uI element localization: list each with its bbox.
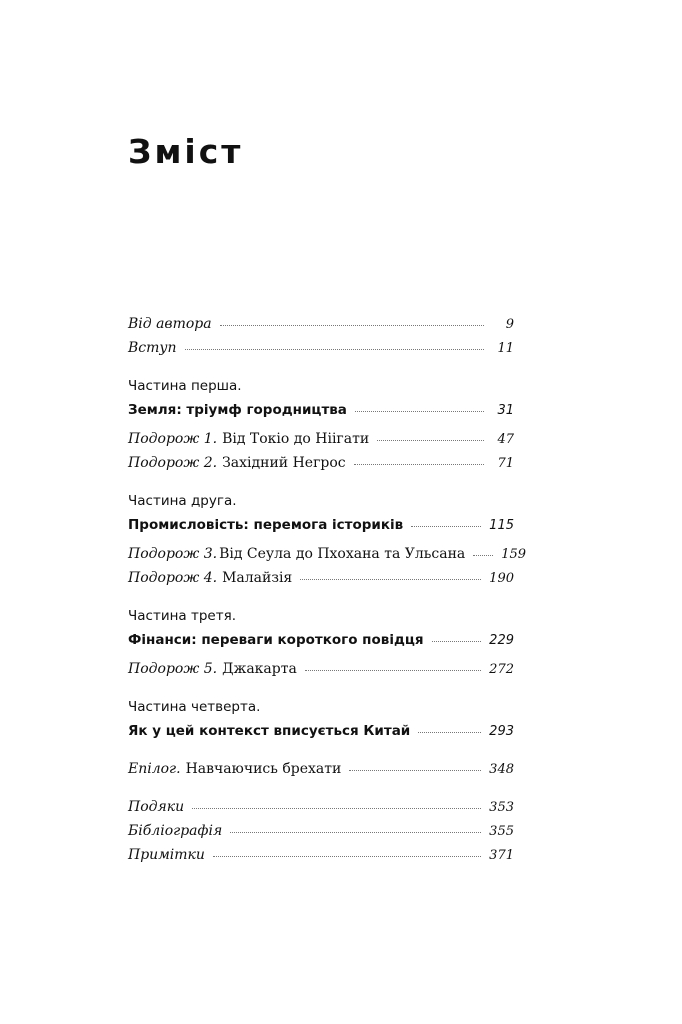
dot-leader <box>349 760 481 771</box>
toc-entry-title: Земля: тріумф городництва <box>128 402 347 418</box>
toc-entry-page: 229 <box>489 633 514 648</box>
toc-entry-prefix: Подорож 5. <box>128 661 218 677</box>
dot-leader <box>411 516 481 527</box>
part-label: Частина перша. <box>128 378 242 394</box>
toc-entry-page: 371 <box>489 848 514 863</box>
toc-entry-title: Бібліографія <box>128 823 223 839</box>
toc-entry-title: Навчаючись брехати <box>185 761 342 777</box>
toc-entry-page: 115 <box>489 518 514 533</box>
toc-entry-prefix: Епілог. <box>128 761 181 777</box>
toc-entry-title: Західний Негрос <box>222 455 346 471</box>
dot-leader <box>213 846 481 857</box>
toc-entry-page: 353 <box>489 800 514 815</box>
dot-leader <box>354 454 484 465</box>
dot-leader <box>305 660 481 671</box>
toc-entry-bibliography[interactable] <box>128 819 514 843</box>
toc-entry-title: Вступ <box>128 340 177 356</box>
toc-entry-page: 31 <box>497 403 514 418</box>
dot-leader <box>185 339 484 350</box>
toc-part-heading[interactable] <box>128 513 514 537</box>
toc-journey-entry[interactable] <box>128 427 514 451</box>
toc-journey-entry[interactable] <box>128 566 514 590</box>
page-title: Зміст <box>128 132 244 171</box>
part-label: Частина третя. <box>128 608 236 624</box>
dot-leader <box>418 722 481 733</box>
toc-entry-title: Від автора <box>128 316 212 332</box>
dot-leader <box>473 545 493 556</box>
toc-entry-title: Подяки <box>128 799 185 815</box>
toc-entry-title: Від Токіо до Ніігати <box>222 431 370 447</box>
dot-leader <box>300 569 481 580</box>
part-label: Частина четверта. <box>128 699 261 715</box>
toc-entry-page: 272 <box>489 662 514 677</box>
toc-entry-acknowledgements[interactable] <box>128 795 514 819</box>
toc-entry-page: 71 <box>497 456 514 471</box>
part-label: Частина друга. <box>128 493 237 509</box>
toc-entry-page: 11 <box>497 341 514 356</box>
toc-entry-page: 47 <box>497 432 514 447</box>
dot-leader <box>192 798 481 809</box>
dot-leader <box>432 631 482 642</box>
dot-leader <box>355 401 484 412</box>
toc-part-heading[interactable] <box>128 628 514 652</box>
toc-entry-title: Джакарта <box>222 661 297 677</box>
toc-entry-prefix: Подорож 2. <box>128 455 218 471</box>
toc-entry-title: Примітки <box>128 847 205 863</box>
toc-entry-title: Малайзія <box>222 570 293 586</box>
toc-entry-page: 190 <box>489 571 514 586</box>
toc-entry-introduction[interactable] <box>128 336 514 360</box>
toc-entry-notes[interactable] <box>128 843 514 867</box>
table-of-contents <box>128 312 527 867</box>
toc-entry-page: 293 <box>489 724 514 739</box>
toc-entry-page: 9 <box>505 317 514 332</box>
toc-journey-entry[interactable] <box>128 657 514 681</box>
toc-entry-page: 159 <box>501 547 527 562</box>
toc-entry-prefix: Подорож 3. <box>128 546 218 562</box>
dot-leader <box>220 315 484 326</box>
toc-part-heading[interactable] <box>128 398 514 422</box>
toc-entry-title: Промисловість: перемога істориків <box>128 517 404 533</box>
toc-entry-from-author[interactable] <box>128 312 514 336</box>
toc-entry-title: Від Сеула до Пхохана та Ульсана <box>219 546 466 562</box>
toc-entry-prefix: Подорож 1. <box>128 431 218 447</box>
dot-leader <box>377 430 484 441</box>
toc-entry-title: Як у цей контекст вписується Китай <box>128 723 411 739</box>
toc-journey-entry[interactable] <box>128 542 527 566</box>
toc-journey-entry[interactable] <box>128 451 514 475</box>
toc-part-heading[interactable] <box>128 719 514 743</box>
toc-entry-prefix: Подорож 4. <box>128 570 218 586</box>
toc-entry-page: 348 <box>489 762 514 777</box>
toc-epilogue-entry[interactable] <box>128 757 514 781</box>
dot-leader <box>230 822 481 833</box>
toc-entry-page: 355 <box>489 824 514 839</box>
toc-entry-title: Фінанси: переваги короткого повідця <box>128 632 424 648</box>
